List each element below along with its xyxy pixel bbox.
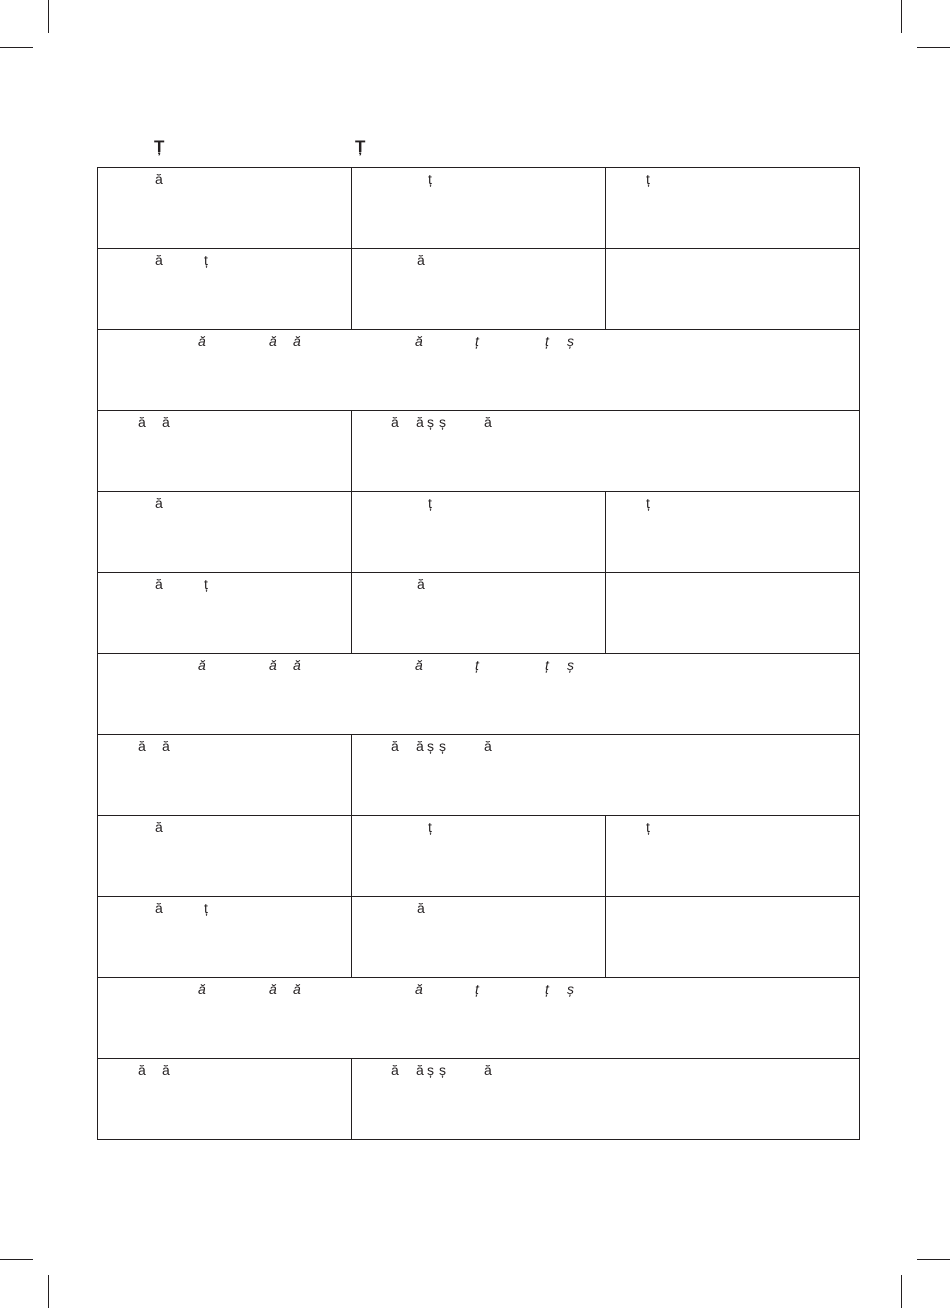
cell-glyph: ș xyxy=(439,1062,446,1078)
cell-glyph: ă xyxy=(138,738,146,754)
column-rule xyxy=(351,1058,352,1139)
row-rule xyxy=(97,491,860,492)
row-rule xyxy=(97,329,860,330)
cell-glyph: ț xyxy=(545,657,549,673)
cell-glyph: ț xyxy=(428,171,432,187)
cell-glyph: ă xyxy=(484,738,492,754)
crop-mark xyxy=(917,1259,950,1260)
cell-glyph: ț xyxy=(204,252,208,268)
cell-glyph: ă xyxy=(269,981,277,997)
row-rule xyxy=(97,815,860,816)
cell-glyph: ă xyxy=(391,738,399,754)
cell-glyph: ș xyxy=(439,738,446,754)
cell-glyph: ă xyxy=(162,738,170,754)
cell-glyph: ă xyxy=(155,576,163,592)
cell-glyph: ș xyxy=(427,1062,434,1078)
page-header-right: Ț xyxy=(355,137,366,156)
column-rule xyxy=(351,491,352,572)
cell-glyph: ă xyxy=(415,657,423,673)
row-rule xyxy=(97,410,860,411)
row-rule xyxy=(97,734,860,735)
crop-mark xyxy=(0,47,33,48)
column-rule xyxy=(351,815,352,896)
cell-glyph: ă xyxy=(484,1062,492,1078)
cell-glyph: ă xyxy=(155,819,163,835)
column-rule xyxy=(351,167,352,248)
cell-glyph: ă xyxy=(162,414,170,430)
cell-glyph: ă xyxy=(269,333,277,349)
cell-glyph: ă xyxy=(417,252,425,268)
cell-glyph: ț xyxy=(646,495,650,511)
cell-glyph: ă xyxy=(198,333,206,349)
row-rule xyxy=(97,653,860,654)
table-border-right xyxy=(859,167,860,1140)
cell-glyph: ă xyxy=(162,1062,170,1078)
cell-glyph: ă xyxy=(416,414,424,430)
table-border-left xyxy=(97,167,98,1139)
crop-mark xyxy=(901,1275,902,1308)
cell-glyph: ă xyxy=(415,333,423,349)
cell-glyph: ă xyxy=(198,981,206,997)
column-rule xyxy=(351,572,352,653)
cell-glyph: ș xyxy=(567,333,574,349)
cell-glyph: ș xyxy=(427,414,434,430)
cell-glyph: ț xyxy=(204,900,208,916)
crop-mark xyxy=(48,1275,49,1308)
cell-glyph: ț xyxy=(545,981,549,997)
row-rule xyxy=(97,248,860,249)
column-rule xyxy=(351,248,352,329)
row-rule xyxy=(97,1139,860,1140)
cell-glyph: ț xyxy=(545,333,549,349)
column-rule xyxy=(605,572,606,653)
cell-glyph: ț xyxy=(475,981,479,997)
cell-glyph: ă xyxy=(417,900,425,916)
cell-glyph: ș xyxy=(427,738,434,754)
row-rule xyxy=(97,896,860,897)
cell-glyph: ș xyxy=(439,414,446,430)
cell-glyph: ă xyxy=(293,333,301,349)
crop-mark xyxy=(48,0,49,33)
cell-glyph: ă xyxy=(415,981,423,997)
column-rule xyxy=(605,815,606,896)
cell-glyph: ț xyxy=(646,819,650,835)
cell-glyph: ă xyxy=(138,1062,146,1078)
cell-glyph: ă xyxy=(293,657,301,673)
column-rule xyxy=(351,896,352,977)
row-rule xyxy=(97,572,860,573)
row-rule xyxy=(97,1058,860,1059)
cell-glyph: ă xyxy=(391,1062,399,1078)
cell-glyph: ă xyxy=(293,981,301,997)
column-rule xyxy=(351,734,352,815)
column-rule xyxy=(605,248,606,329)
cell-glyph: ă xyxy=(198,657,206,673)
crop-mark xyxy=(901,0,902,33)
cell-glyph: ă xyxy=(484,414,492,430)
cell-glyph: ă xyxy=(416,738,424,754)
cell-glyph: ă xyxy=(416,1062,424,1078)
cell-glyph: ă xyxy=(155,171,163,187)
cell-glyph: ă xyxy=(269,657,277,673)
cell-glyph: ț xyxy=(204,576,208,592)
cell-glyph: ț xyxy=(475,657,479,673)
cell-glyph: ț xyxy=(646,171,650,187)
row-rule xyxy=(97,977,860,978)
page-header-left: Ț xyxy=(154,137,165,156)
column-rule xyxy=(605,896,606,977)
crop-mark xyxy=(917,47,950,48)
cell-glyph: ț xyxy=(475,333,479,349)
cell-glyph: ă xyxy=(155,252,163,268)
row-rule xyxy=(97,167,860,168)
column-rule xyxy=(351,410,352,491)
cell-glyph: ă xyxy=(417,576,425,592)
cell-glyph: ș xyxy=(567,981,574,997)
cell-glyph: ț xyxy=(428,819,432,835)
column-rule xyxy=(605,491,606,572)
cell-glyph: ă xyxy=(155,900,163,916)
crop-mark xyxy=(0,1259,33,1260)
cell-glyph: ă xyxy=(138,414,146,430)
cell-glyph: ț xyxy=(428,495,432,511)
cell-glyph: ă xyxy=(155,495,163,511)
cell-glyph: ă xyxy=(391,414,399,430)
cell-glyph: ș xyxy=(567,657,574,673)
column-rule xyxy=(605,167,606,248)
